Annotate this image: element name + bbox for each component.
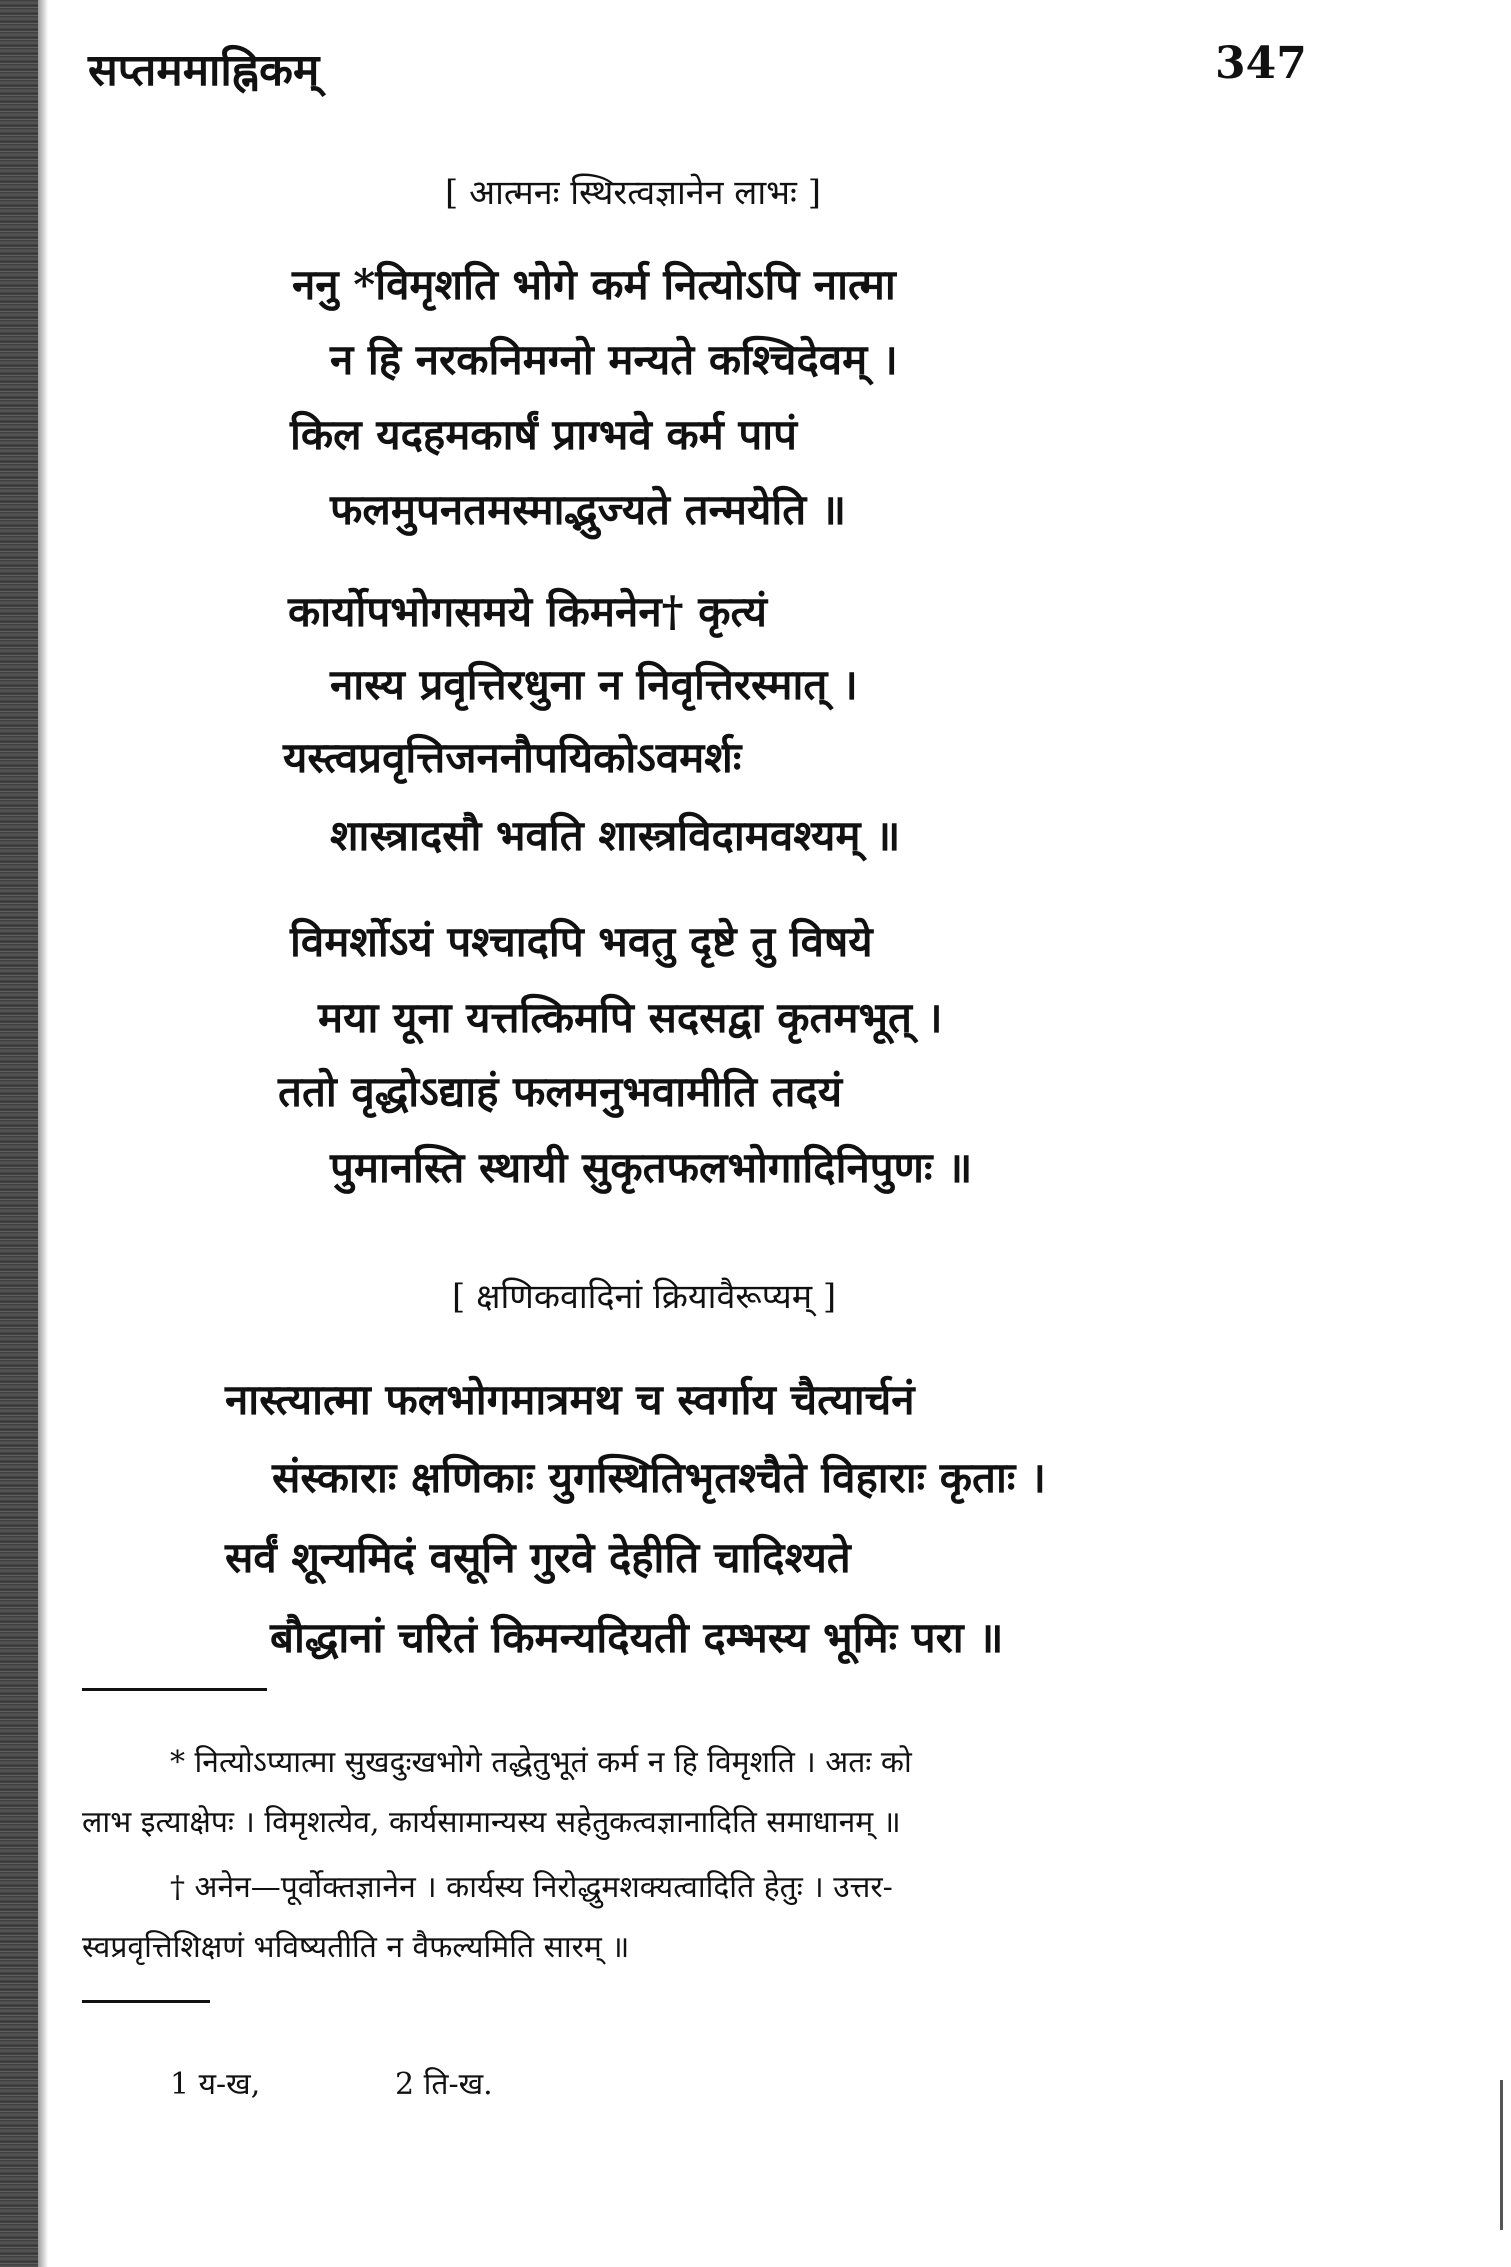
verse-line: मया यूना यत्तत्किमपि सदसद्वा कृतमभूत् । (318, 993, 943, 1042)
page-edge-shadow (38, 0, 48, 2267)
section-heading: [ क्षणिकवादिनां क्रियावैरूप्यम् ] (452, 1277, 837, 1317)
footnote-rule (82, 1688, 267, 1691)
verse-line: संस्काराः क्षणिकाः युगस्थितिभृतश्चैते विहाराः कृताः । (272, 1453, 1046, 1502)
verse-line: यस्त्वप्रवृत्तिजननौपयिकोऽवमर्शः (283, 733, 742, 782)
variant-note: 2 ति-ख. (395, 2067, 493, 2102)
footnote-line: लाभ इत्याक्षेपः । विमृशत्येव, कार्यसामान्यस्य सहेतुकत्वज्ञानादिति समाधानम् ॥ (82, 1805, 901, 1840)
verse-line: पुमानस्ति स्थायी सुकृतफलभोगादिनिपुणः ॥ (330, 1143, 973, 1192)
footnote-line: † अनेन—पूर्वोक्तज्ञानेन । कार्यस्य निरोद्धुमशक्यत्वादिति हेतुः । उत्तर- (170, 1870, 893, 1905)
verse-line: विमर्शोऽयं पश्चादपि भवतु दृष्टे तु विषये (290, 917, 873, 966)
verse-line: सर्वं शून्यमिदं वसूनि गुरवे देहीति चादिश्यते (225, 1533, 851, 1582)
section-heading: [ आत्मनः स्थिरत्वज्ञानेन लाभः ] (445, 173, 821, 213)
verse-line: न हि नरकनिमग्नो मन्यते कश्चिदेवम् । (330, 335, 898, 384)
page-edge-mark (1500, 2080, 1503, 2230)
running-header: सप्तममाह्निकम् (88, 45, 320, 96)
verse-line: किल यदहमकार्षं प्राग्भवे कर्म पापं (290, 410, 798, 459)
footnote-line: स्वप्रवृत्तिशिक्षणं भविष्यतीति न वैफल्यमिति सारम् ॥ (82, 1930, 630, 1965)
verse-line: शास्त्रादसौ भवति शास्त्रविदामवश्यम् ॥ (330, 811, 901, 860)
verse-line: फलमुपनतमस्माद्भुज्यते तन्मयेति ॥ (330, 485, 846, 534)
scanned-page-edge (0, 0, 38, 2267)
variants-rule (82, 2000, 210, 2003)
verse-line: ततो वृद्धोऽद्याहं फलमनुभवामीति तदयं (278, 1067, 843, 1116)
verse-line: नास्य प्रवृत्तिरधुना न निवृत्तिरस्मात् । (330, 660, 858, 709)
verse-line: कार्योपभोगसमये किमनेन† कृत्यं (288, 587, 768, 636)
footnote-line: * नित्योऽप्यात्मा सुखदुःखभोगे तद्धेतुभूतं कर्म न हि विमृशति । अतः को (170, 1745, 912, 1780)
verse-line: ननु *विमृशति भोगे कर्म नित्योऽपि नात्मा (292, 260, 896, 309)
verse-line: नास्त्यात्मा फलभोगमात्रमथ च स्वर्गाय चैत्यार्चनं (225, 1375, 915, 1424)
verse-line: बौद्धानां चरितं किमन्यदियती दम्भस्य भूमिः परा ॥ (270, 1613, 1004, 1662)
page-number: 347 (1215, 38, 1307, 89)
variant-note: 1 य-ख, (170, 2067, 261, 2102)
